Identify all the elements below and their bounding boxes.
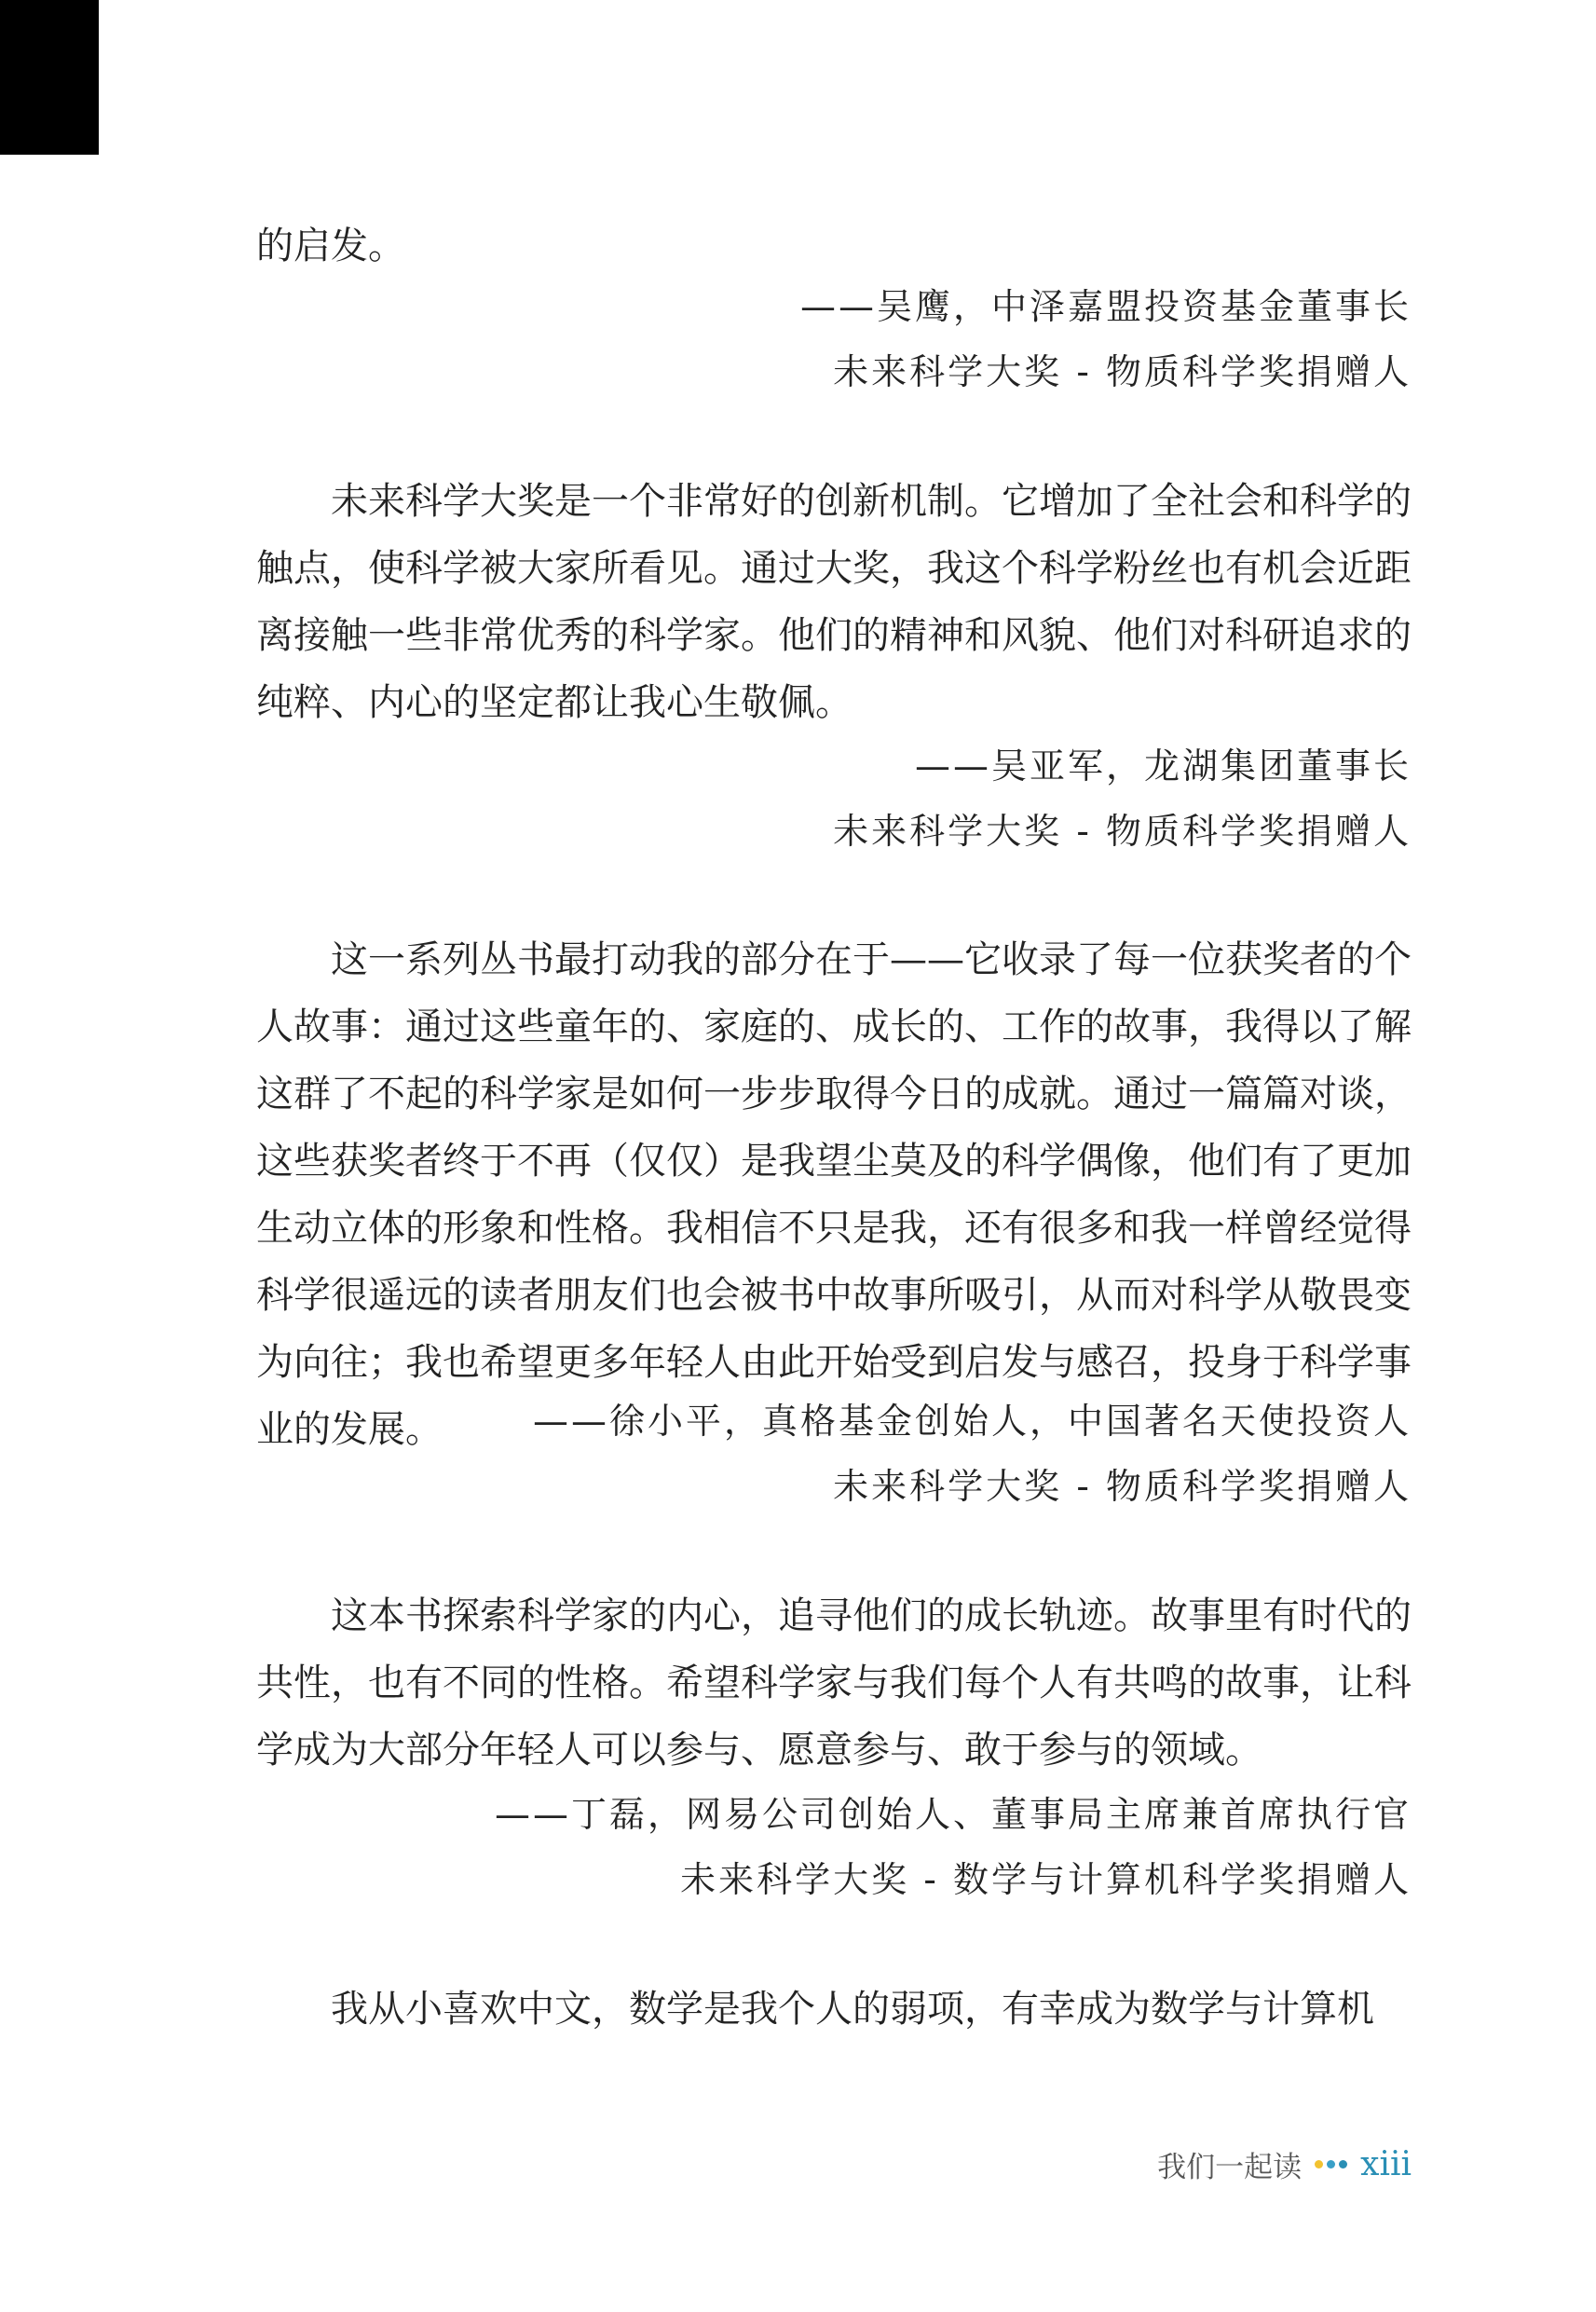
page-number: xiii (1360, 2144, 1412, 2183)
footer-dots-icon (1313, 2160, 1349, 2168)
corner-block (0, 0, 99, 155)
attribution-3-role: 未来科学大奖 - 物质科学奖捐赠人 (833, 1466, 1412, 1507)
paragraph-3: 这一系列丛书最打动我的部分在于——它收录了每一位获奖者的个人故事：通过这些童年的、家庭的、成长的、工作的故事，我得以了解这群了不起的科学家是如何一步步取得今日的成就。通过一篇篇对谈，这些获奖者终于不再（仅仅）是我望尘莫及的科学偶像，他们有了更加生动立体的形象和性格。我相信不只是我，还有很多和我一样曾经觉得科学很遥远的读者朋友们也会被书中故事所吸引，从而对科学从敬畏变为向往；我也希望更多年轻人由此开始受到启发与感召，投身于科学事业的发展。 (256, 938, 1412, 1451)
paragraph-2: 未来科学大奖是一个非常好的创新机制。它增加了全社会和科学的触点，使科学被大家所看见。通过大奖，我这个科学粉丝也有机会近距离接触一些非常优秀的科学家。他们的精神和风貌、他们对科研追求的纯粹、内心的坚定都让我心生敬佩。 (256, 480, 1412, 724)
paragraph-5: 我从小喜欢中文，数学是我个人的弱项，有幸成为数学与计算机 (331, 1988, 1374, 2031)
attribution-2-name: ——吴亚军，龙湖集团董事长 (914, 746, 1412, 787)
attribution-2-role: 未来科学大奖 - 物质科学奖捐赠人 (833, 811, 1412, 852)
attribution-1-role: 未来科学大奖 - 物质科学奖捐赠人 (833, 351, 1412, 392)
attribution-1-name: ——吴鹰，中泽嘉盟投资基金董事长 (799, 286, 1412, 327)
paragraph-1: 的启发。 (256, 225, 405, 267)
footer-dot-blue (1327, 2160, 1335, 2168)
paragraph-4: 这本书探索科学家的内心，追寻他们的成长轨迹。故事里有时代的共性，也有不同的性格。希望科学家与我们每个人有共鸣的故事，让科学成为大部分年轻人可以参与、愿意参与、敢于参与的领域。 (256, 1594, 1412, 1772)
footer-dot-yellow (1315, 2160, 1323, 2168)
footer-title: 我们一起读 (1157, 2150, 1303, 2184)
page-footer (1157, 2141, 1412, 2186)
attribution-3-name: ——徐小平，真格基金创始人，中国著名天使投资人 (532, 1401, 1412, 1442)
attribution-4-role: 未来科学大奖 - 数学与计算机科学奖捐赠人 (680, 1859, 1412, 1900)
footer-dot-teal (1339, 2160, 1347, 2168)
attribution-4-name: ——丁磊，网易公司创始人、董事局主席兼首席执行官 (494, 1794, 1412, 1835)
